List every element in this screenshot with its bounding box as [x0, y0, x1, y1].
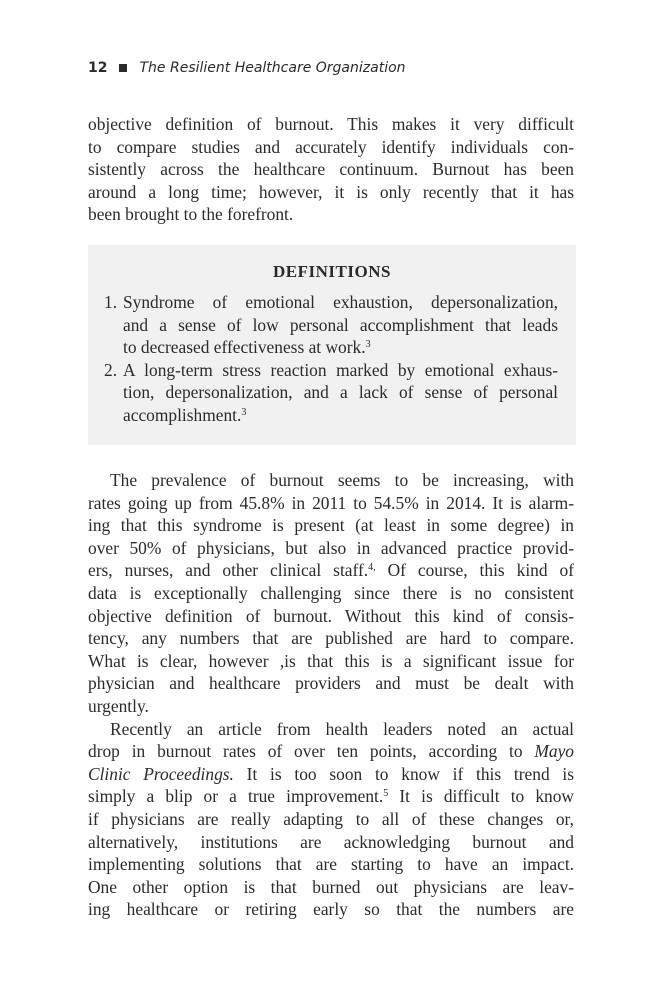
- citation-superscript: 4,: [368, 562, 376, 574]
- text-line: and a sense of low personal accomplishment that leads: [123, 314, 558, 335]
- text-fragment: simply a blip or a true improvement.: [88, 786, 384, 807]
- definition-number: 2.: [104, 359, 118, 380]
- text-fragment: accomplishment.: [123, 404, 242, 425]
- citation-superscript: 3: [365, 339, 371, 351]
- journal-title: Mayo: [534, 741, 574, 762]
- text-line: physician and healthcare providers and must be dealt with: [88, 673, 574, 694]
- book-title: The Resilient Healthcare Organization: [139, 60, 406, 76]
- text-fragment: drop in burnout rates of over ten points, according to: [88, 741, 535, 762]
- text-line: [123, 404, 558, 427]
- text-line: What is clear, however ,is that this is a significant issue for: [88, 650, 574, 671]
- text-line: urgently.: [88, 695, 149, 716]
- text-line: tion, depersonalization, and a lack of sense of personal: [123, 382, 558, 403]
- definitions-box: [88, 245, 576, 445]
- text-line: The prevalence of burnout seems to be increasing, with: [110, 470, 574, 490]
- text-line: tency, any numbers that are published are hard to compare.: [88, 628, 574, 649]
- text-line: ing that this syndrome is present (at least in some degree) in: [88, 515, 574, 536]
- text-fragment: It is too soon to know if this trend is: [233, 763, 574, 784]
- text-line: been brought to the forefront.: [88, 204, 294, 225]
- text-line: ing healthcare or retiring early so that the numbers are: [88, 899, 574, 920]
- text-line: if physicians are really adapting to all of these changes or,: [88, 808, 574, 829]
- text-line: [123, 336, 558, 359]
- citation-superscript: 5: [383, 788, 389, 800]
- text-line: Syndrome of emotional exhaustion, depersonalization,: [123, 292, 558, 312]
- text-line: A long-term stress reaction marked by emotional exhaus-: [123, 359, 558, 380]
- text-line: sistently across the healthcare continuum. Burnout has been: [88, 159, 574, 180]
- definition-item: [104, 359, 558, 427]
- definitions-list: [104, 291, 558, 427]
- definition-item: [104, 291, 558, 359]
- square-bullet-icon: [119, 64, 127, 72]
- text-line: objective definition of burnout. Without this kind of consis-: [88, 605, 574, 626]
- text-line: to compare studies and accurately identify individuals con-: [88, 136, 574, 157]
- text-line: objective definition of burnout. This makes it very difficult: [88, 114, 574, 134]
- running-head: [88, 60, 406, 76]
- citation-superscript: 3: [241, 406, 247, 418]
- text-fragment: It is difficult to know: [388, 786, 574, 807]
- text-line: rates going up from 45.8% in 2011 to 54.5% in 2014. It is alarm-: [88, 492, 574, 513]
- text-fragment: Of course, this kind of: [375, 560, 574, 581]
- text-line: Recently an article from health leaders noted an actual: [110, 718, 574, 739]
- text-line: data is exceptionally challenging since there is no consistent: [88, 582, 574, 603]
- text-line: around a long time; however, it is only recently that it has: [88, 181, 574, 202]
- page-number: 12: [88, 60, 108, 76]
- text-line: over 50% of physicians, but also in advanced practice provid-: [88, 537, 574, 558]
- text-line: [88, 763, 574, 786]
- definition-number: 1.: [104, 292, 118, 312]
- text-fragment: ers, nurses, and other clinical staff.: [88, 560, 369, 581]
- journal-title: Clinic Proceedings.: [88, 763, 234, 784]
- text-line: implementing solutions that are starting to have an impact.: [88, 854, 574, 875]
- text-line: [88, 559, 574, 582]
- text-line: One other option is that burned out physicians are leav-: [88, 876, 574, 897]
- text-line: [88, 785, 574, 808]
- text-line: alternatively, institutions are acknowledging burnout and: [88, 831, 574, 852]
- text-line: [88, 740, 574, 763]
- paragraph-1: [88, 113, 574, 226]
- text-fragment: to decreased effectiveness at work.: [123, 337, 366, 358]
- paragraph-2: [88, 469, 574, 921]
- definitions-heading: DEFINITIONS: [273, 262, 391, 281]
